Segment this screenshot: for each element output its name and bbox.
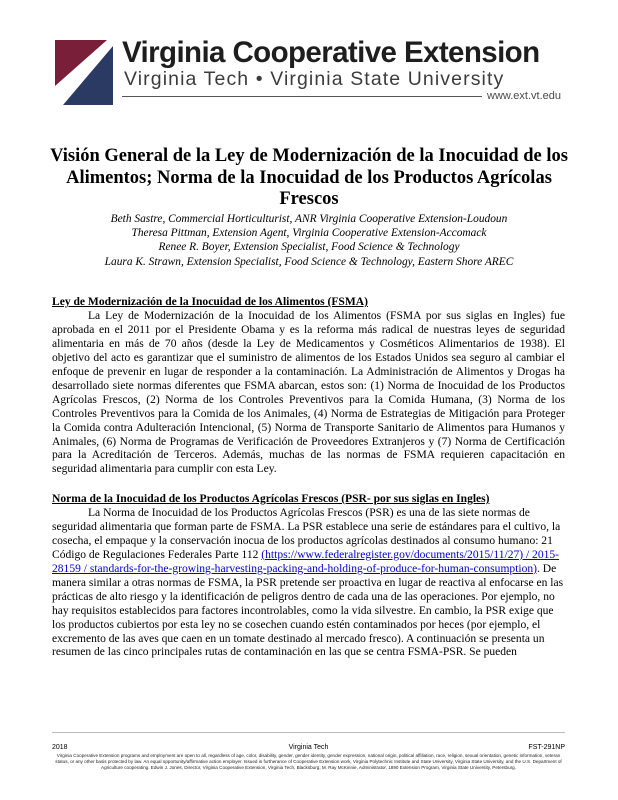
section-psr (52, 493, 565, 660)
author-list (40, 212, 578, 269)
website-link[interactable]: www.ext.vt.edu (487, 90, 561, 102)
footer-divider (52, 732, 565, 733)
footer-code: FST-291NP (528, 744, 565, 751)
header-divider (122, 96, 482, 97)
author-line: Beth Sastre, Commercial Horticulturist, ANR Virginia Cooperative Extension-Loudoun (110, 213, 508, 225)
footer-legal-text: Virginia Cooperative Extension programs and employment are open to all, regardless of age, color, disability, gender, gender identity, gender expression, national origin, political affiliation, race, religion, sexual orientation, genetic information, veteran status, or any other basis protected by law. An equal opportunity/affirmative action employer. Issued in furtherance of Cooperative Extension work, Virginia Polytechnic Institute and State University, Virginia State University, and the U.S. Department of Agriculture cooperating. Edwin J. Jones, Director, Virginia Cooperative Extension, Virginia Tech, Blacksburg; M. Ray McKinnie, Administrator, 1890 Extension Program, Virginia State University, Petersburg. (55, 753, 562, 771)
brand-name: Virginia Cooperative Extension (122, 36, 540, 69)
paragraph-text: . De manera similar a otras normas de FSMA, la PSR pretende ser proactiva en lugar de reactiva al enfocarse en las prácticas de alto riesgo y la identificación de peligros dentro de cada una de las operaciones. Por ejemplo, no hay requisitos establecidos para factores incontrolables, como la vida silvestre. En cambio, la PSR exige que los productos cubiertos por esta ley no se cosechen cuando estén contaminados por heces (por ejemplo, el excremento de las aves que caen en un tomate destinado al mercado fresco). A continuación se presenta un resumen de las cinco principales rutas de contaminación en las que se centra FSMA-PSR. Se pueden (52, 562, 564, 659)
section-paragraph (52, 507, 565, 660)
universities-line: Virginia Tech • Virginia State University (124, 68, 505, 90)
author-line: Theresa Pittman, Extension Agent, Virginia Cooperative Extension-Accomack (131, 227, 487, 240)
section-fsma (52, 296, 565, 477)
section-heading: Norma de la Inocuidad de los Productos Agrícolas Frescos (PSR- por sus siglas en Ingles) (52, 493, 490, 505)
federal-register-link[interactable]: (https://www.federalregister.gov/documents/2015/11/27) / 2015-28159 / standards-for-the-growing-harvesting-packing-and-holding-of-produce-for-human-consumption) (52, 548, 560, 575)
section-heading: Ley de Modernización de la Inocuidad de los Alimentos (FSMA) (52, 296, 368, 308)
vce-logo-icon (55, 40, 113, 105)
footer-publisher: Virginia Tech (288, 744, 329, 751)
footer-year: 2018 (52, 744, 68, 751)
page-header (0, 0, 618, 115)
paragraph-text: La Norma de Inocuidad de los Productos Agrícolas Frescos (PSR) es una de las siete normas de seguridad alimentaria que forman parte de FSMA. La PSR establece una serie de estándares para el cultivo, la cosecha, el empaque y la conservación inocua de los productos agrícolas destinados al consumo humano: 21 Código de Regulaciones Federales Parte 112 (52, 506, 561, 561)
author-line: Renee R. Boyer, Extension Specialist, Food Science & Technology (158, 241, 460, 254)
author-line: Laura K. Strawn, Extension Specialist, Food Science & Technology, Eastern Shore AREC (104, 255, 514, 268)
document-title: Visión General de la Ley de Modernización de la Inocuidad de los Alimentos; Norma de la Inocuidad de los Productos Agrícolas Frescos (50, 146, 568, 209)
section-paragraph: La Ley de Modernización de la Inocuidad de los Alimentos (FSMA por sus siglas en Ingles) fue aprobada en el 2011 por el Presidente Obama y es la reforma más radical de nuestras leyes de seguridad alimentaria en más de 70 años (desde la Ley de Medicamentos y Cosméticos Alimentarios de 1938). El objetivo del acto es garantizar que el suministro de alimentos de los Estados Unidos sea seguro al cambiar el enfoque de prevenir en lugar de responder a la contaminación. La Administración de Alimentos y Drogas ha desarrollado siete normas diferentes que FSMA abarcan, estos son: (1) Norma de Inocuidad de los Productos Agrícolas Frescos, (2) Norma de los Controles Preventivos para la Comida Humana, (3) Norma de los Controles Preventivos para la Comida de los Animales, (4) Norma de Estrategias de Mitigación para Proteger la Comida contra Adulteración Intencional, (5) Norma de Transporte Sanitario de Alimentos para Humanos y Animales, (6) Norma de Programas de Verificación de Proveedores Extranjeros y (7) Norma de Certificación para la Acreditación de Terceros. Además, muchas de las normas de FSMA requieren capacitación en seguridad alimentaria para cumplir con esta Ley. (52, 309, 565, 476)
